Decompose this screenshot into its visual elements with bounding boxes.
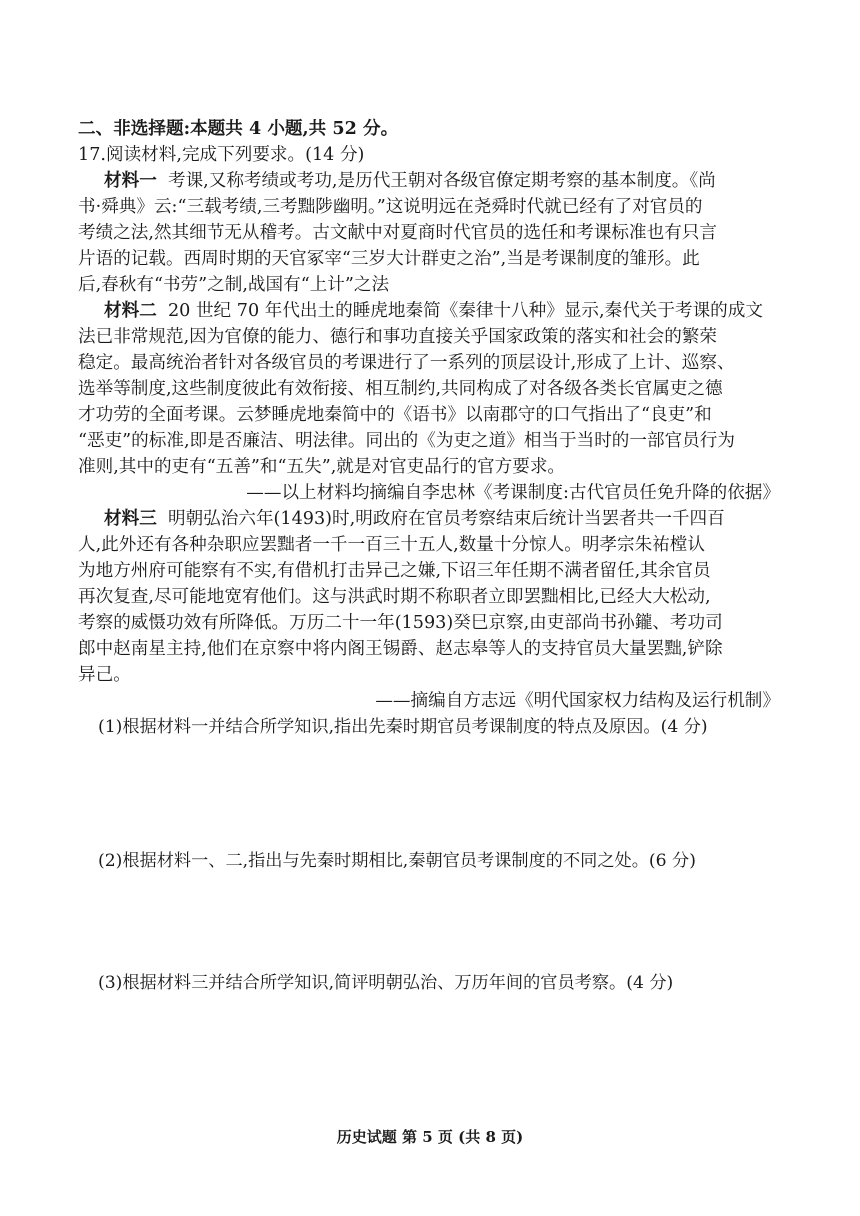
material2-line3: 稳定。最高统治者针对各级官员的考课进行了一系列的顶层设计,形成了上计、巡察、 [78, 353, 735, 373]
material3-text: 明朝弘治六年(1493)时,明政府在官员考察结束后统计当罢者共一千四百 [167, 509, 725, 529]
material2-source: ——以上材料均摘编自李忠林《考课制度:古代官员任免升降的依据》 [246, 483, 780, 503]
material1-line4: 片语的记载。西周时期的天官冢宰“三岁大计群吏之治”,当是考课制度的雏形。此 [78, 249, 700, 269]
sub-question-1: (1)根据材料一并结合所学知识,指出先秦时期官员考课制度的特点及原因。(4 分) [98, 717, 708, 737]
material1-text: 考课,又称考绩或考功,是历代王朝对各级官僚定期考察的基本制度。《尚 [167, 171, 716, 191]
question-17-title: 17.阅读材料,完成下列要求。(14 分) [78, 145, 365, 165]
material3-label: 材料三 [104, 508, 157, 529]
material1-line1 [104, 168, 716, 194]
material2-line5: 才功劳的全面考课。云梦睡虎地秦简中的《语书》以南郡守的口气指出了“良吏”和 [78, 405, 712, 425]
material1-line3: 考绩之法,然其细节无从稽考。古文献中对夏商时代官员的选任和考课标准也有只言 [78, 223, 717, 243]
material3-source: ——摘编自方志远《明代国家权力结构及运行机制》 [375, 691, 780, 711]
material1-label: 材料一 [104, 170, 157, 191]
material3-line2: 人,此外还有各种杂职应罢黜者一千一百三十五人,数量十分惊人。明孝宗朱祐樘认 [78, 535, 705, 555]
material2-line2: 法已非常规范,因为官僚的能力、德行和事功直接关乎国家政策的落实和社会的繁荣 [78, 327, 717, 347]
material2-line1 [104, 298, 763, 324]
material1-line5: 后,春秋有“书劳”之制,战国有“上计”之法 [78, 275, 390, 295]
material3-line3: 为地方州府可能察有不实,有借机打击异己之嫌,下诏三年任期不满者留任,其余官员 [78, 561, 711, 581]
material3-line6: 郎中赵南星主持,他们在京察中将内阁王锡爵、赵志皋等人的支持官员大量罢黜,铲除 [78, 639, 723, 659]
material3-line5: 考察的威慑功效有所降低。万历二十一年(1593)癸巳京察,由吏部尚书孙鑨、考功司 [78, 613, 723, 633]
sub-question-3: (3)根据材料三并结合所学知识,简评明朝弘治、万历年间的官员考察。(4 分) [98, 973, 674, 993]
section-heading: 二、非选择题:本题共 4 小题,共 52 分。 [78, 118, 399, 139]
material3-line7: 异己。 [78, 665, 131, 685]
material2-line6: “恶吏”的标准,即是否廉洁、明法律。同出的《为吏之道》相当于当时的一部官员行为 [78, 431, 735, 451]
material2-line4: 选举等制度,这些制度彼此有效衔接、相互制约,共同构成了对各级各类长官属吏之德 [78, 379, 723, 399]
material1-line2: 书·舜典》云:“三载考绩,三考黜陟幽明。”这说明远在尧舜时代就已经有了对官员的 [78, 197, 703, 217]
sub-question-2: (2)根据材料一、二,指出与先秦时期相比,秦朝官员考课制度的不同之处。(6 分) [98, 851, 696, 871]
material3-line1 [104, 506, 725, 532]
material2-text: 20 世纪 70 年代出土的睡虎地秦简《秦律十八种》显示,秦代关于考课的成文 [167, 301, 763, 321]
material2-label: 材料二 [104, 300, 157, 321]
material2-line7: 准则,其中的吏有“五善”和“五失”,就是对官吏品行的官方要求。 [78, 457, 566, 477]
page-footer: 历史试题 第 5 页 (共 8 页) [336, 1128, 524, 1146]
material3-line4: 再次复查,尽可能地宽宥他们。这与洪武时期不称职者立即罢黜相比,已经大大松动, [78, 587, 711, 607]
